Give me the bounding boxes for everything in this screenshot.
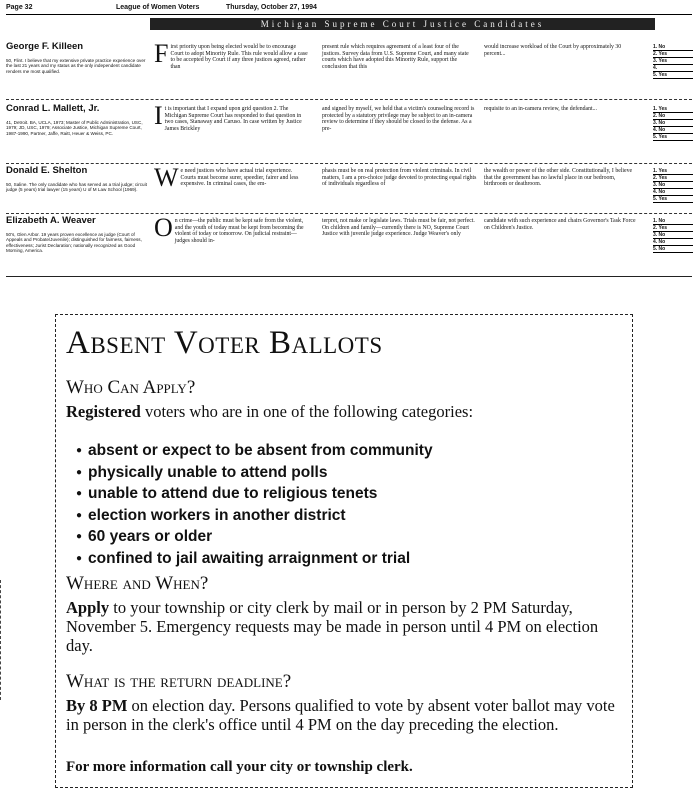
notice-title: Absent Voter Ballots (66, 325, 383, 361)
answer-item: 2. Yes (653, 175, 693, 182)
deadline-heading: What is the return deadline? (66, 671, 292, 692)
answer-item: 4. No (653, 189, 693, 196)
drop-cap: F (154, 39, 169, 68)
candidate-bio: 50, Flint. I believe that my extensive private practice experience over the last 21 years and my status as the only independent candidate renders me most qualified. (6, 58, 146, 74)
section-banner: Michigan Supreme Court Justice Candidates (150, 18, 655, 30)
divider (6, 99, 692, 100)
answer-item: 4. (653, 65, 693, 72)
answer-item: 5. Yes (653, 72, 693, 79)
answer-item: 4. No (653, 127, 693, 134)
drop-cap: I (154, 101, 163, 130)
answer-item: 5. Yes (653, 196, 693, 203)
answer-grid (653, 168, 693, 203)
answer-grid (653, 218, 693, 253)
candidate-name: Conrad L. Mallett, Jr. (6, 103, 100, 114)
statement-column: the wealth or power of the other side. Constitutionally, I believe that the government has no lawful place in our bedroom, birthroom or deathroom. (484, 168, 633, 188)
contact-note: For more information call your city or township clerk. (66, 759, 413, 775)
category-list (76, 441, 616, 571)
list-item: ● 60 years or older (76, 527, 616, 549)
answer-item: 1. No (653, 44, 693, 51)
who-text: Registered voters who are in one of the following categories: (66, 402, 474, 421)
drop-cap: O (154, 213, 173, 242)
candidate-entry (6, 101, 692, 162)
statement-column: requisite to an in-camera review, the defendant... (484, 106, 597, 112)
deadline-text: By 8 PM on election day. Persons qualified to vote by absent voter ballot may vote in person in the clerk's office until 4 PM on the day preceding the election. (66, 696, 615, 734)
statement-column: present rule which requires agreement of a least four of the justices. Survey data from U.S. Supreme Court, and many state courts which have adopted this Minority Rule, support the conclusion that this (322, 44, 469, 70)
list-item: ● physically unable to attend polls (76, 463, 616, 485)
answer-item: 1. Yes (653, 168, 693, 175)
answer-item: 4. No (653, 239, 693, 246)
list-item: ● absent or expect to be absent from community (76, 441, 616, 463)
answer-item: 1. No (653, 218, 693, 225)
statement-column: On crime—the public must be kept safe from the violent, and the youth of today must be kept from becoming the violent of today or tomorrow. On judicial restraint—judges should in- (154, 213, 304, 244)
absent-voter-notice (55, 314, 633, 788)
section-title: League of Women Voters (116, 4, 200, 11)
answer-item: 5. No (653, 246, 693, 253)
page-number: Page 32 (6, 4, 33, 11)
list-item: ● confined to jail awaiting arraignment or trial (76, 549, 616, 571)
where-text: Apply to your township or city clerk by mail or in person by 2 PM Saturday, November 5. Emergency requests may be made in person until 4 PM on election day. (66, 598, 599, 655)
statement-column: First priority upon being elected would be to encourage Court to adopt Minority Rule. This rule would allow a case to be accepted by Court if any three justices agreed, rather than (154, 39, 308, 70)
statement-column: We need justices who have actual trial experience. Courts must become surer, speedier, fairer and less expensive. In criminal cases, the em- (154, 163, 299, 192)
candidate-name: Donald E. Shelton (6, 165, 88, 176)
list-item: ● unable to attend due to religious tenets (76, 484, 616, 506)
statement-column: would increase workload of the Court by approximately 30 percent... (484, 44, 622, 57)
answer-item: 3. Yes (653, 58, 693, 65)
issue-date: Thursday, October 27, 1994 (226, 4, 317, 11)
who-heading: Who Can Apply? (66, 377, 196, 398)
where-heading: Where and When? (66, 573, 209, 594)
answer-item: 3. No (653, 232, 693, 239)
candidate-name: Elizabeth A. Weaver (6, 215, 96, 226)
statement-column: candidate with such experience and chairs Governor's Task Force on Children's Justice. (484, 218, 636, 231)
answer-item: 1. Yes (653, 106, 693, 113)
divider (6, 163, 692, 164)
section-bottom-rule (6, 276, 692, 277)
answer-item: 3. No (653, 182, 693, 189)
answer-item: 2. Yes (653, 225, 693, 232)
candidate-entry (6, 163, 692, 210)
answer-item: 2. No (653, 113, 693, 120)
candidate-entry (6, 39, 692, 94)
answer-item: 5. Yes (653, 134, 693, 141)
statement-column: and signed by myself, we held that a victim's counseling record is protected by a statutory privilege may be subject to an in-camera review to determine if they should be closed to the defense. As a pre- (322, 106, 475, 132)
statement-column: It is important that I expand upon grid question 2. The Michigan Supreme Court has responded to that question in two cases, Stanaway and Caruso. In case written by Justice James Brickley (154, 101, 302, 132)
answer-item: 3. No (653, 120, 693, 127)
answer-grid (653, 106, 693, 141)
candidate-bio: 50's, Glen Arbor. 19 years proven excellence as judge (Court of Appeals and Probate/Juvenile); distinguished for fairness, fairness, effectiveness; Jurist Declaration; nationally recognized as Good Morning, America. (6, 232, 142, 254)
list-item: ● election workers in another district (76, 506, 616, 528)
candidate-bio: 50, Saline. The only candidate who has served as a trial judge; circuit judge (5 years) trial lawyer (15 years) U of M Law School (1969). (6, 182, 147, 193)
drop-cap: W (154, 163, 179, 192)
divider (6, 213, 692, 214)
margin-dots (0, 580, 5, 700)
answer-grid (653, 44, 693, 79)
answer-item: 2. Yes (653, 51, 693, 58)
page-header (6, 4, 692, 14)
candidate-entry (6, 213, 692, 268)
candidate-bio: 41, Detroit. BA, UCLA, 1973; Master of Public Administration, USC, 1979; JD, USC, 1979; Associate Justice, Michigan Supreme Court, 1987-1990, Partner, Jaffe, Raitt, Heuer & Weiss, PC. (6, 120, 143, 136)
header-rule (6, 14, 692, 15)
statement-column: phasis must be on real protection from violent criminals. In civil matters, I am a pro-choice judge devoted to protecting equal rights of individuals regardless of (322, 168, 477, 188)
candidate-name: George F. Killeen (6, 41, 84, 52)
statement-column: terpret, not make or legislate laws. Trials must be fair, not perfect. On children and family—currently there is NO, Supreme Court Justice with juvenile judge experience. Judge Weaver's only (322, 218, 475, 238)
